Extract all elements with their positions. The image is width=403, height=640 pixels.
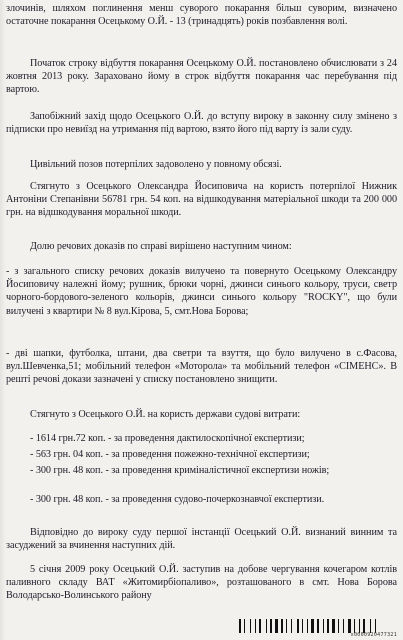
barcode-stripe: [372, 619, 374, 633]
barcode-stripe: [286, 619, 287, 633]
barcode-stripe: [352, 619, 353, 633]
barcode-stripe: [262, 619, 265, 633]
barcode-stripe: [370, 619, 371, 633]
barcode-stripe: [273, 619, 274, 633]
paragraph-term-start: Початок строку відбуття покарання Осецькому О.Й. постановлено обчислювати з 24 жовтня 2013 року. Зараховано йому в строк відбуття покарання час перебування під вартою.: [6, 58, 397, 96]
barcode-stripe: [307, 619, 308, 633]
cost-item-dactyloscopic: - 1614 грн.72 коп. - за проведення дактилоскопічної експертизи;: [30, 433, 305, 444]
barcode-stripe: [348, 619, 351, 633]
barcode-stripe: [320, 619, 322, 633]
paragraph-civil-claim: Цивільний позов потерпілих задоволено у повному обсязі.: [30, 159, 282, 170]
barcode-stripe: [361, 619, 362, 633]
barcode-stripe: [242, 619, 243, 633]
barcode-stripe: [309, 619, 310, 633]
barcode-stripe: [375, 619, 376, 633]
barcode-stripe: [359, 619, 360, 633]
barcode-stripe: [257, 619, 258, 633]
barcode-stripe: [293, 619, 296, 633]
barcode-stripe: [275, 619, 278, 633]
barcode-stripe: [297, 619, 299, 633]
paragraph-evidence-heading: Долю речових доказів по справі вирішено наступним чином:: [30, 241, 292, 252]
barcode-stripe: [315, 619, 316, 633]
barcode-stripe: [302, 619, 303, 633]
barcode-stripe: [259, 619, 261, 633]
barcode-stripe: [356, 619, 358, 633]
cost-item-fire-technical: - 563 грн. 04 коп. - за проведення пожежно-технічної експертизи;: [30, 449, 310, 460]
barcode-stripe: [377, 619, 378, 633]
barcode-stripe: [279, 619, 280, 633]
barcode-stripe: [330, 619, 331, 633]
paragraph-verdict-reference: Відповідно до вироку суду першої інстанції Осецький О.Й. визнаний винним та засуджений за вчинення наступних дій.: [6, 527, 397, 552]
cost-item-knives: - 300 грн. 48 коп. - за проведення криміналістичної експертизи ножів;: [30, 465, 330, 476]
barcode-stripe: [250, 619, 251, 633]
barcode: [239, 619, 399, 633]
paragraph-events: 5 січня 2009 року Осецький О.Й. заступив на добове чергування кочегаром котлів паливного складу ВАТ «Житомирбіопаливо», розташованого в смт. Нова Борова Володарсько-Волинського району: [6, 564, 397, 602]
barcode-stripe: [323, 619, 324, 633]
barcode-stripe: [304, 619, 306, 633]
paragraph-court-costs: Стягнуто з Осецького О.Й. на користь держави судові витрати:: [30, 409, 301, 420]
barcode-stripe: [268, 619, 269, 633]
barcode-number: x0000920477321: [350, 632, 397, 638]
barcode-stripe: [266, 619, 267, 633]
barcode-stripe: [317, 619, 319, 633]
barcode-stripe: [332, 619, 335, 633]
barcode-stripe: [338, 619, 339, 633]
barcode-stripe: [291, 619, 292, 633]
barcode-stripe: [244, 619, 245, 633]
paragraph-preventive-measure: Запобіжний захід щодо Осецького О.Й. до вступу вироку в законну силу змінено з підписки про невиїзд на утримання під вартою, взято його під варту із зали суду.: [6, 111, 397, 136]
barcode-stripe: [255, 619, 256, 633]
barcode-stripe: [336, 619, 337, 633]
barcode-stripe: [366, 619, 369, 633]
barcode-stripe: [311, 619, 314, 633]
barcode-stripe: [327, 619, 329, 633]
barcode-stripe: [363, 619, 365, 633]
barcode-stripe: [281, 619, 283, 633]
barcode-stripe: [343, 619, 344, 633]
paragraph-evidence-destroyed: - дві шапки, футболка, штани, два светри та взуття, що було вилучено в с.Фасова, вул.Шевченка,51; мобільний телефон «Моторола» та мобільний телефон «СІМЕНС». В решті речові докази зазначені у списку постановлено знищити.: [6, 348, 397, 386]
cost-item-handwriting: - 300 грн. 48 коп. - за проведення судово-почеркознавчої експертизи.: [30, 494, 325, 505]
barcode-stripe: [345, 619, 347, 633]
paragraph-sentence-end: злочинів, шляхом поглинення менш суворого покарання більш суворим, визначено остаточне покарання Осецькому О.Й. - 13 (тринадцять) років позбавлення волі.: [6, 3, 397, 28]
barcode-stripe: [340, 619, 342, 633]
barcode-stripe: [354, 619, 355, 633]
barcode-stripe: [300, 619, 301, 633]
barcode-stripe: [325, 619, 326, 633]
barcode-stripe: [252, 619, 254, 633]
barcode-stripe: [284, 619, 285, 633]
barcode-stripe: [246, 619, 249, 633]
paragraph-evidence-returned: - з загального списку речових доказів вилучено та повернуто Осецькому Олександру Йосиповичу належні йому; рушник, брюки чорні, джинси синього кольору, труси, светр чорного-бордового-зеленого кольорів, джинси синього кольору "ROCKY", що були вилучені з квартири № 8 вул.Кірова, 5, смт.Нова Борова;: [6, 266, 397, 317]
barcode-stripe: [270, 619, 272, 633]
paragraph-recovery-damages: Стягнуто з Осецького Олександра Йосиповича на користь потерпілої Нижник Антоніни Степанівни 56781 грн. 54 коп. на відшкодування матеріальної шкоди та 200 000 грн. на відшкодування моральної шкоди.: [6, 181, 397, 219]
barcode-stripe: [239, 619, 241, 633]
barcode-stripe: [288, 619, 290, 633]
